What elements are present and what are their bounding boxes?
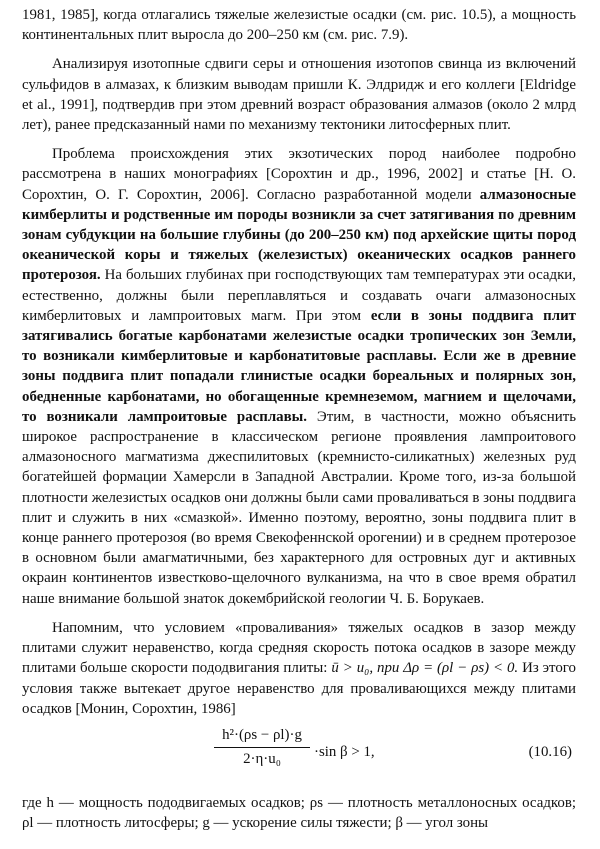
equation-numerator: h²·(ρs − ρl)·g xyxy=(214,727,310,748)
paragraph-2: Анализируя изотопные сдвиги серы и отношения изотопов свинца из включений сульфидов в алмазах, к близким выводам пришли К. Элдридж и его коллеги [Eldridge et al., 1991], подтвердив при этом древний возраст образования алмазов (около 2 млрд лет), ранее предсказанный нами по механизму тектоники литосферных плит. xyxy=(22,56,576,134)
paragraph-3-text-2: На больших глубинах при господствующих там температурах эти осадки, естественно, должны были переплавляться и создавать очаги алмазоносных кимберлитовых и лампроитовых магм. При этом xyxy=(22,267,576,324)
paragraph-4-text-2: Из этого условия также вытекает другое неравенство для проваливающихся между плитами осадков [Монин, Сорохтин, 1986] xyxy=(22,660,576,717)
paragraph-4-text-1: Напомним, что условием «проваливания» тяжелых осадков в зазор между плитами служит неравенство, когда средняя скорость потока осадков в зазоре между плитами больше скорости пододвигания плиты: xyxy=(22,619,576,677)
equation-denominator: 2·η·u₀ xyxy=(243,750,281,767)
inequality-inline: ū > u₀, при Δρ = (ρl − ρs) < 0. xyxy=(331,660,519,677)
equation-fraction xyxy=(214,727,310,768)
paragraph-3-text-3: Этим, в частности, можно объяснить широкое распространение в классическом регионе проявления лампроитового алмазоносного магматизма джеспилитовых (кремнисто-силикатных) железных руд богатейшей формации Хамерсли в Западной Австралии. Кроме того, из-за большой плотности железистых осадков они должны были сами проваливаться в зоны поддвига плит и служить в них «смазкой». Именно поэтому, вероятно, зоны поддвига плит в конце раннего протерозоя (во время Свекофеннской орогении) и в среднем протерозое в основном были амагматичными, без характерного для островных дуг и активных окраин континентов известково-щелочного вулканизма, на что в свое время обратил наше внимание большой знаток докембрийской геологии Ч. Б. Борукаев. xyxy=(22,408,576,607)
equation-number: (10.16) xyxy=(528,743,572,760)
paragraph-3-bold-2: если в зоны поддвига плит затягивались богатые карбонатами железистые осадки тропических зон Земли, то возникали кимберлитовые и карбонатитовые расплавы. Если же в древние зоны поддвига плит попадали глинистые осадки бореальных и полярных зон, обедненные карбонатами, но обогащенные кремнеземом, магнием и щелочами, то возникали лампроитовые расплавы. xyxy=(22,307,576,425)
paragraph-3 xyxy=(22,144,576,609)
paragraph-3-text-1: Проблема происхождения этих экзотических пород наиболее подробно рассмотрена в наших монографиях [Сорохтин и др., 1996, 2002] и статье [Н. О. Сорохтин, О. Г. Сорохтин, 2006]. Согласно разработанной модели xyxy=(22,146,576,203)
equation-tail: ·sin β > 1, xyxy=(314,743,375,760)
equation-10-16 xyxy=(22,727,576,785)
paragraph-4 xyxy=(22,618,576,719)
document-page xyxy=(22,5,576,833)
paragraph-3-bold-1: алмазоносные кимберлиты и родственные им породы возникли за счет затягивания по древним зонам субдукции на большие глубины (до 200–250 км) под архейские щиты пород океанической коры и тяжелых (железистых) океанических осадков раннего протерозоя. xyxy=(22,186,576,284)
paragraph-1: 1981, 1985], когда отлагались тяжелые железистые осадки (см. рис. 10.5), а мощность континентальных плит выросла до 200–250 км (см. рис. 7.9). xyxy=(22,7,576,44)
paragraph-5: где h — мощность пододвигаемых осадков; ρs — плотность металлоносных осадков; ρl — плотность литосферы; g — ускорение силы тяжести; β — угол зоны xyxy=(22,794,576,832)
